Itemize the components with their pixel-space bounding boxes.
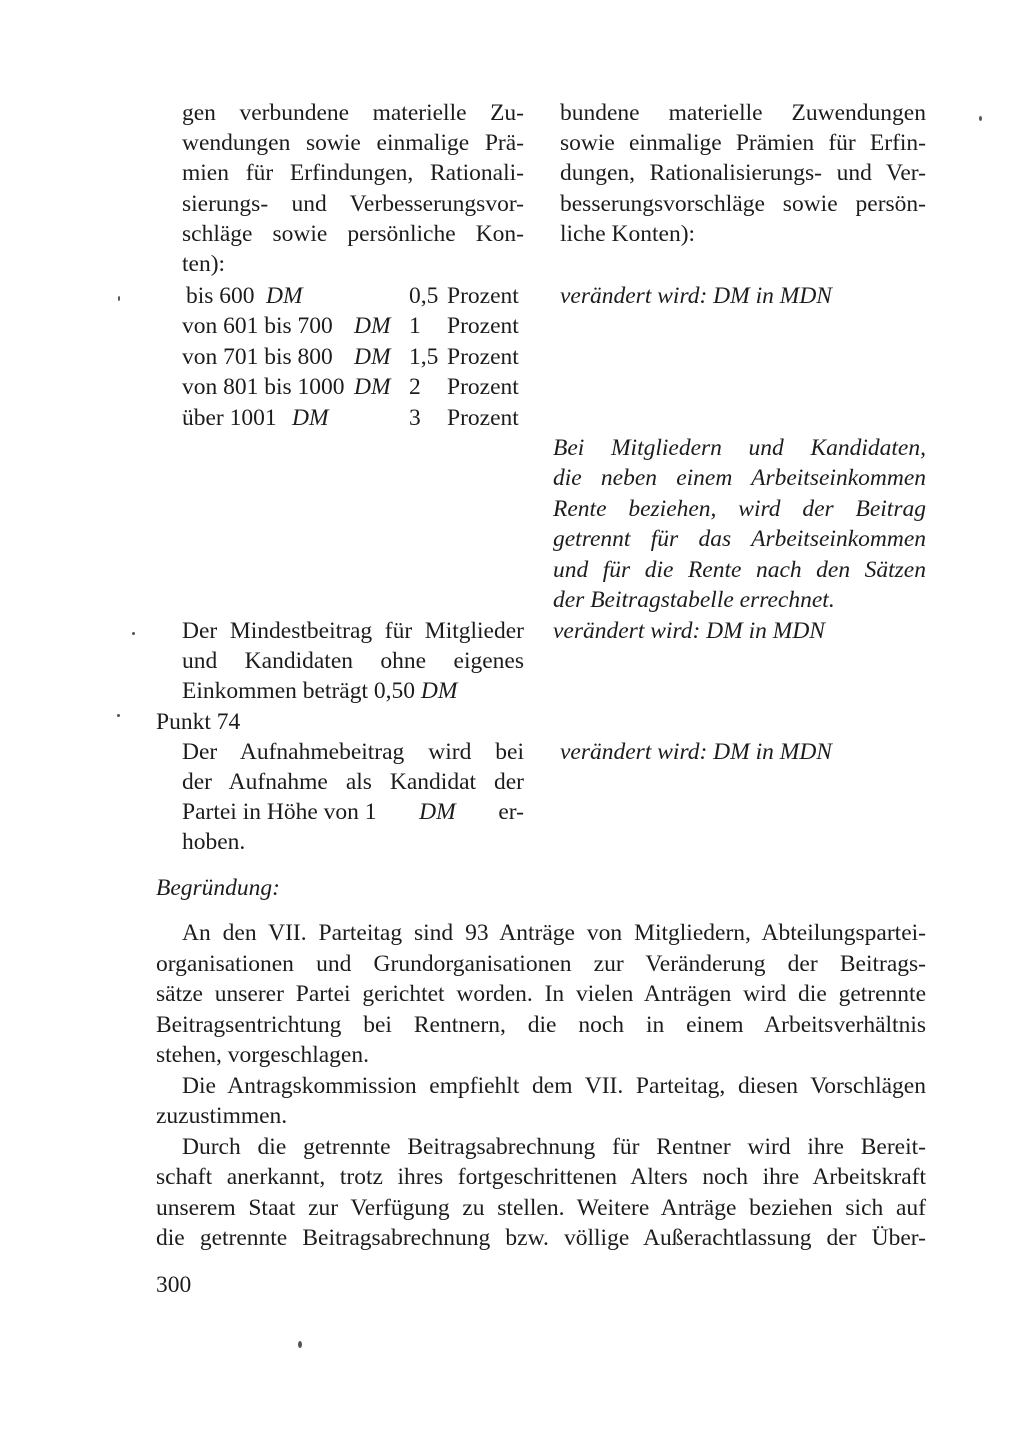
- pension-line: der Beitragstabelle errechnet.: [553, 587, 835, 613]
- paragraph-line: schaft anerkannt, trotz ihres fortgeschrittenen Alters noch ihre Arbeitskraft: [156, 1164, 926, 1190]
- rate-range: über 1001: [182, 405, 277, 431]
- rate-unit: DM: [266, 283, 303, 309]
- scan-speck: [117, 714, 120, 717]
- paragraph-line: die getrennte Beitragsabrechnung bzw. völlige Außerachtlassung der Über-: [156, 1225, 926, 1251]
- admission-line: der Aufnahme als Kandidat der: [182, 769, 524, 795]
- left-intro-line: mien für Erfindungen, Rationali-: [182, 160, 524, 186]
- minimum-line: und Kandidaten ohne eigenes: [182, 648, 524, 674]
- rate-value: 1,5: [409, 344, 439, 370]
- rate-unit: DM: [354, 313, 391, 339]
- pension-line: und für die Rente nach den Sätzen: [553, 557, 926, 583]
- minimum-line: Der Mindestbeitrag für Mitglieder: [182, 618, 524, 644]
- left-intro-line: wendungen sowie einmalige Prä-: [182, 130, 524, 156]
- rate-label: Prozent: [447, 283, 519, 309]
- paragraph-line: Durch die getrennte Beitragsabrechnung für Rentner wird ihre Bereit-: [182, 1134, 926, 1160]
- minimum-amount-text: Einkommen beträgt 0,50: [182, 678, 415, 704]
- paragraph-line: Beitragsentrichtung bei Rentnern, die noch in einem Arbeitsverhältnis: [156, 1012, 926, 1038]
- admission-text-end: er-: [498, 799, 524, 825]
- pension-line: die neben einem Arbeitseinkommen: [553, 465, 926, 491]
- scan-speck: [118, 296, 120, 301]
- rate-value: 1: [409, 313, 421, 339]
- punkt-heading: Punkt 74: [156, 709, 241, 735]
- scan-speck: [298, 1341, 302, 1348]
- left-intro-line: ten):: [182, 251, 226, 277]
- scan-speck: [979, 116, 982, 121]
- scan-speck: [132, 632, 135, 635]
- admission-line: hoben.: [182, 829, 246, 855]
- minimum-amount-unit: DM: [420, 678, 458, 704]
- pension-line: Bei Mitgliedern und Kandidaten,: [553, 435, 926, 461]
- page-number: 300: [156, 1272, 192, 1298]
- change-note: verändert wird: DM in MDN: [560, 739, 832, 765]
- justification-heading: Begründung:: [156, 875, 281, 901]
- admission-unit: DM: [419, 799, 456, 825]
- rate-label: Prozent: [447, 344, 519, 370]
- rate-unit: DM: [354, 344, 391, 370]
- rate-range: bis 600: [186, 283, 255, 309]
- rate-unit: DM: [354, 374, 391, 400]
- paragraph-line: An den VII. Parteitag sind 93 Anträge von Mitgliedern, Abteilungspartei-: [182, 920, 926, 946]
- rate-unit: DM: [292, 405, 329, 431]
- pension-line: getrennt für das Arbeitseinkommen: [553, 526, 926, 552]
- paragraph-line: Die Antragskommission empfiehlt dem VII. Parteitag, diesen Vorschlägen: [182, 1073, 926, 1099]
- rate-range: von 701 bis 800: [182, 344, 333, 370]
- minimum-line-last: [182, 676, 457, 706]
- left-intro-line: sierungs- und Verbesserungsvor-: [182, 191, 524, 217]
- rate-label: Prozent: [447, 374, 519, 400]
- change-note: verändert wird: DM in MDN: [553, 618, 825, 644]
- admission-line-3: [182, 797, 524, 827]
- paragraph-line: sätze unserer Partei gerichtet worden. In vielen Anträgen wird die getrennte: [156, 981, 926, 1007]
- rate-value: 0,5: [409, 283, 439, 309]
- rate-range: von 801 bis 1000: [182, 374, 345, 400]
- admission-line: Der Aufnahmebeitrag wird bei: [182, 739, 524, 765]
- paragraph-line: organisationen und Grundorganisationen zur Veränderung der Beitrags-: [156, 951, 926, 977]
- rate-value: 3: [409, 405, 421, 431]
- rate-value: 2: [409, 374, 421, 400]
- pension-line: Rente beziehen, wird der Beitrag: [553, 496, 926, 522]
- paragraph-line: zuzustimmen.: [156, 1103, 288, 1129]
- rate-label: Prozent: [447, 313, 519, 339]
- left-intro-line: gen verbundene materielle Zu-: [182, 100, 524, 126]
- right-intro-line: dungen, Rationalisierungs- und Ver-: [560, 160, 926, 186]
- left-intro-line: schläge sowie persönliche Kon-: [182, 221, 524, 247]
- right-intro-line: sowie einmalige Prämien für Erfin-: [560, 130, 926, 156]
- right-intro-line: liche Konten):: [560, 221, 696, 247]
- change-note: verändert wird: DM in MDN: [560, 283, 832, 309]
- right-intro-line: bundene materielle Zuwendungen: [560, 100, 926, 126]
- paragraph-line: stehen, vorgeschlagen.: [156, 1042, 369, 1068]
- admission-text: Partei in Höhe von 1: [182, 799, 377, 825]
- right-intro-line: besserungsvorschläge sowie persön-: [560, 191, 926, 217]
- rate-range: von 601 bis 700: [182, 313, 333, 339]
- rate-label: Prozent: [447, 405, 519, 431]
- paragraph-line: unserem Staat zur Verfügung zu stellen. Weitere Anträge beziehen sich auf: [156, 1195, 926, 1221]
